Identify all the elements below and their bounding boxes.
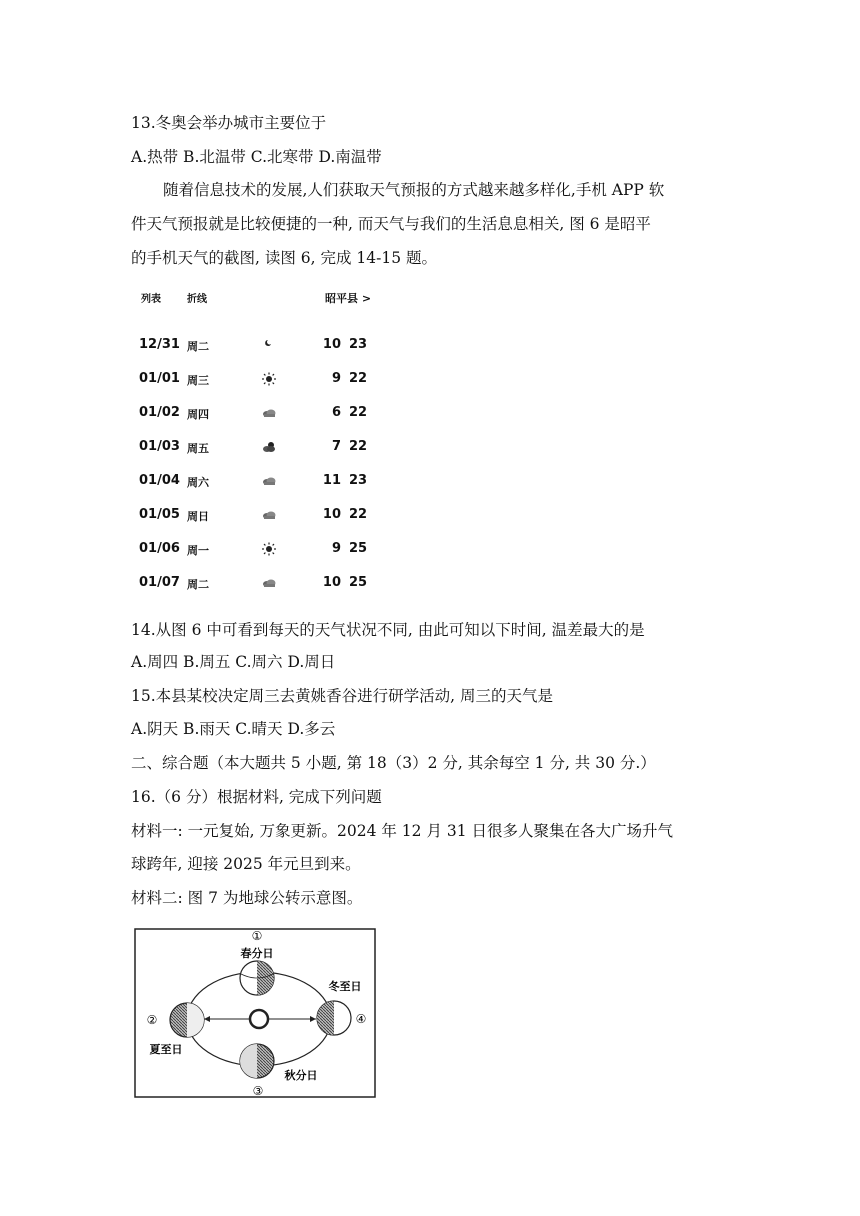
- material-1-line-2: 球跨年, 迎接 2025 年元旦到来。: [131, 855, 361, 873]
- forecast-weekday: 周三: [187, 374, 209, 387]
- earth-spring: [240, 961, 274, 995]
- forecast-low-temp: 10: [322, 507, 341, 522]
- forecast-high-temp: 22: [349, 507, 368, 522]
- label-winter: 冬至日: [328, 980, 362, 993]
- forecast-high-temp: 25: [349, 575, 368, 590]
- q16-stem: 16.（6 分）根据材料, 完成下列问题: [131, 788, 382, 806]
- forecast-weekday: 周一: [187, 544, 209, 557]
- forecast-weekday: 周六: [187, 476, 209, 489]
- forecast-date: 01/07: [139, 575, 180, 590]
- sun-icon: [261, 541, 277, 555]
- forecast-weekday: 周五: [187, 442, 209, 455]
- material-1-line-1: 材料一: 一元复始, 万象更新。2024 年 12 月 31 日很多人聚集在各大广场升气: [131, 822, 674, 840]
- arrowhead-left: [204, 1016, 210, 1022]
- forecast-weekday: 周二: [187, 578, 209, 591]
- forecast-high-temp: 22: [349, 439, 368, 454]
- q13-options: A.热带 B.北温带 C.北寒带 D.南温带: [131, 148, 382, 166]
- forecast-low-temp: 7: [331, 439, 341, 454]
- tab-line: 折线: [187, 294, 207, 305]
- earth-revolution-diagram: [134, 928, 378, 1100]
- material-2: 材料二: 图 7 为地球公转示意图。: [131, 889, 363, 907]
- forecast-high-temp: 25: [349, 541, 368, 556]
- forecast-row: [131, 335, 381, 355]
- sun-icon: [261, 371, 277, 385]
- arrowhead-right: [310, 1016, 316, 1022]
- forecast-high-temp: 22: [349, 371, 368, 386]
- forecast-row: [131, 573, 381, 593]
- partly-cloudy-icon: [261, 439, 277, 453]
- forecast-row: [131, 369, 381, 389]
- forecast-weekday: 周日: [187, 510, 209, 523]
- location-label: 昭平县 >: [325, 292, 372, 305]
- passage-line-3: 的手机天气的截图, 读图 6, 完成 14-15 题。: [131, 249, 438, 267]
- forecast-high-temp: 23: [349, 473, 368, 488]
- sun-icon: [250, 1010, 268, 1028]
- weather-forecast-screenshot: [131, 282, 381, 594]
- forecast-date: 01/01: [139, 371, 180, 386]
- forecast-low-temp: 9: [331, 541, 341, 556]
- q14-stem: 14.从图 6 中可看到每天的天气状况不同, 由此可知以下时间, 温差最大的是: [131, 621, 645, 639]
- forecast-date: 12/31: [139, 337, 180, 352]
- label-summer: 夏至日: [149, 1043, 183, 1056]
- label-autumn: 秋分日: [284, 1069, 318, 1082]
- forecast-row: [131, 437, 381, 457]
- forecast-high-temp: 22: [349, 405, 368, 420]
- forecast-date: 01/04: [139, 473, 180, 488]
- tab-list: 列表: [141, 294, 161, 305]
- earth-autumn: [240, 1044, 274, 1078]
- forecast-date: 01/06: [139, 541, 180, 556]
- cloud-icon: [261, 405, 277, 419]
- cloud-icon: [261, 473, 277, 487]
- forecast-low-temp: 9: [331, 371, 341, 386]
- forecast-high-temp: 23: [349, 337, 368, 352]
- marker-4: ④: [355, 1012, 367, 1026]
- q15-options: A.阴天 B.雨天 C.晴天 D.多云: [131, 720, 336, 738]
- moon-icon: [261, 337, 277, 351]
- passage-line-2: 件天气预报就是比较便捷的一种, 而天气与我们的生活息息相关, 图 6 是昭平: [131, 215, 651, 233]
- marker-2: ②: [146, 1013, 158, 1027]
- marker-3: ③: [252, 1084, 264, 1098]
- q15-stem: 15.本县某校决定周三去黄姚香谷进行研学活动, 周三的天气是: [131, 687, 554, 705]
- section-2-heading: 二、综合题（本大题共 5 小题, 第 18（3）2 分, 其余每空 1 分, 共 30 分.）: [131, 754, 656, 772]
- passage-line-1: 随着信息技术的发展,人们获取天气预报的方式越来越多样化,手机 APP 软: [163, 181, 665, 199]
- earth-winter: [317, 1001, 351, 1035]
- cloud-icon: [261, 575, 277, 589]
- forecast-date: 01/03: [139, 439, 180, 454]
- label-spring: 春分日: [240, 947, 274, 960]
- cloud-icon: [261, 507, 277, 521]
- forecast-low-temp: 10: [322, 337, 341, 352]
- forecast-row: [131, 403, 381, 423]
- forecast-row: [131, 471, 381, 491]
- marker-1: ①: [251, 929, 263, 943]
- forecast-low-temp: 11: [322, 473, 341, 488]
- forecast-low-temp: 6: [331, 405, 341, 420]
- forecast-date: 01/05: [139, 507, 180, 522]
- forecast-weekday: 周四: [187, 408, 209, 421]
- q13-stem: 13.冬奥会举办城市主要位于: [131, 114, 327, 132]
- forecast-low-temp: 10: [322, 575, 341, 590]
- earth-summer: [170, 1003, 204, 1037]
- forecast-row: [131, 539, 381, 559]
- q14-options: A.周四 B.周五 C.周六 D.周日: [131, 653, 336, 671]
- forecast-row: [131, 505, 381, 525]
- forecast-date: 01/02: [139, 405, 180, 420]
- forecast-weekday: 周二: [187, 340, 209, 353]
